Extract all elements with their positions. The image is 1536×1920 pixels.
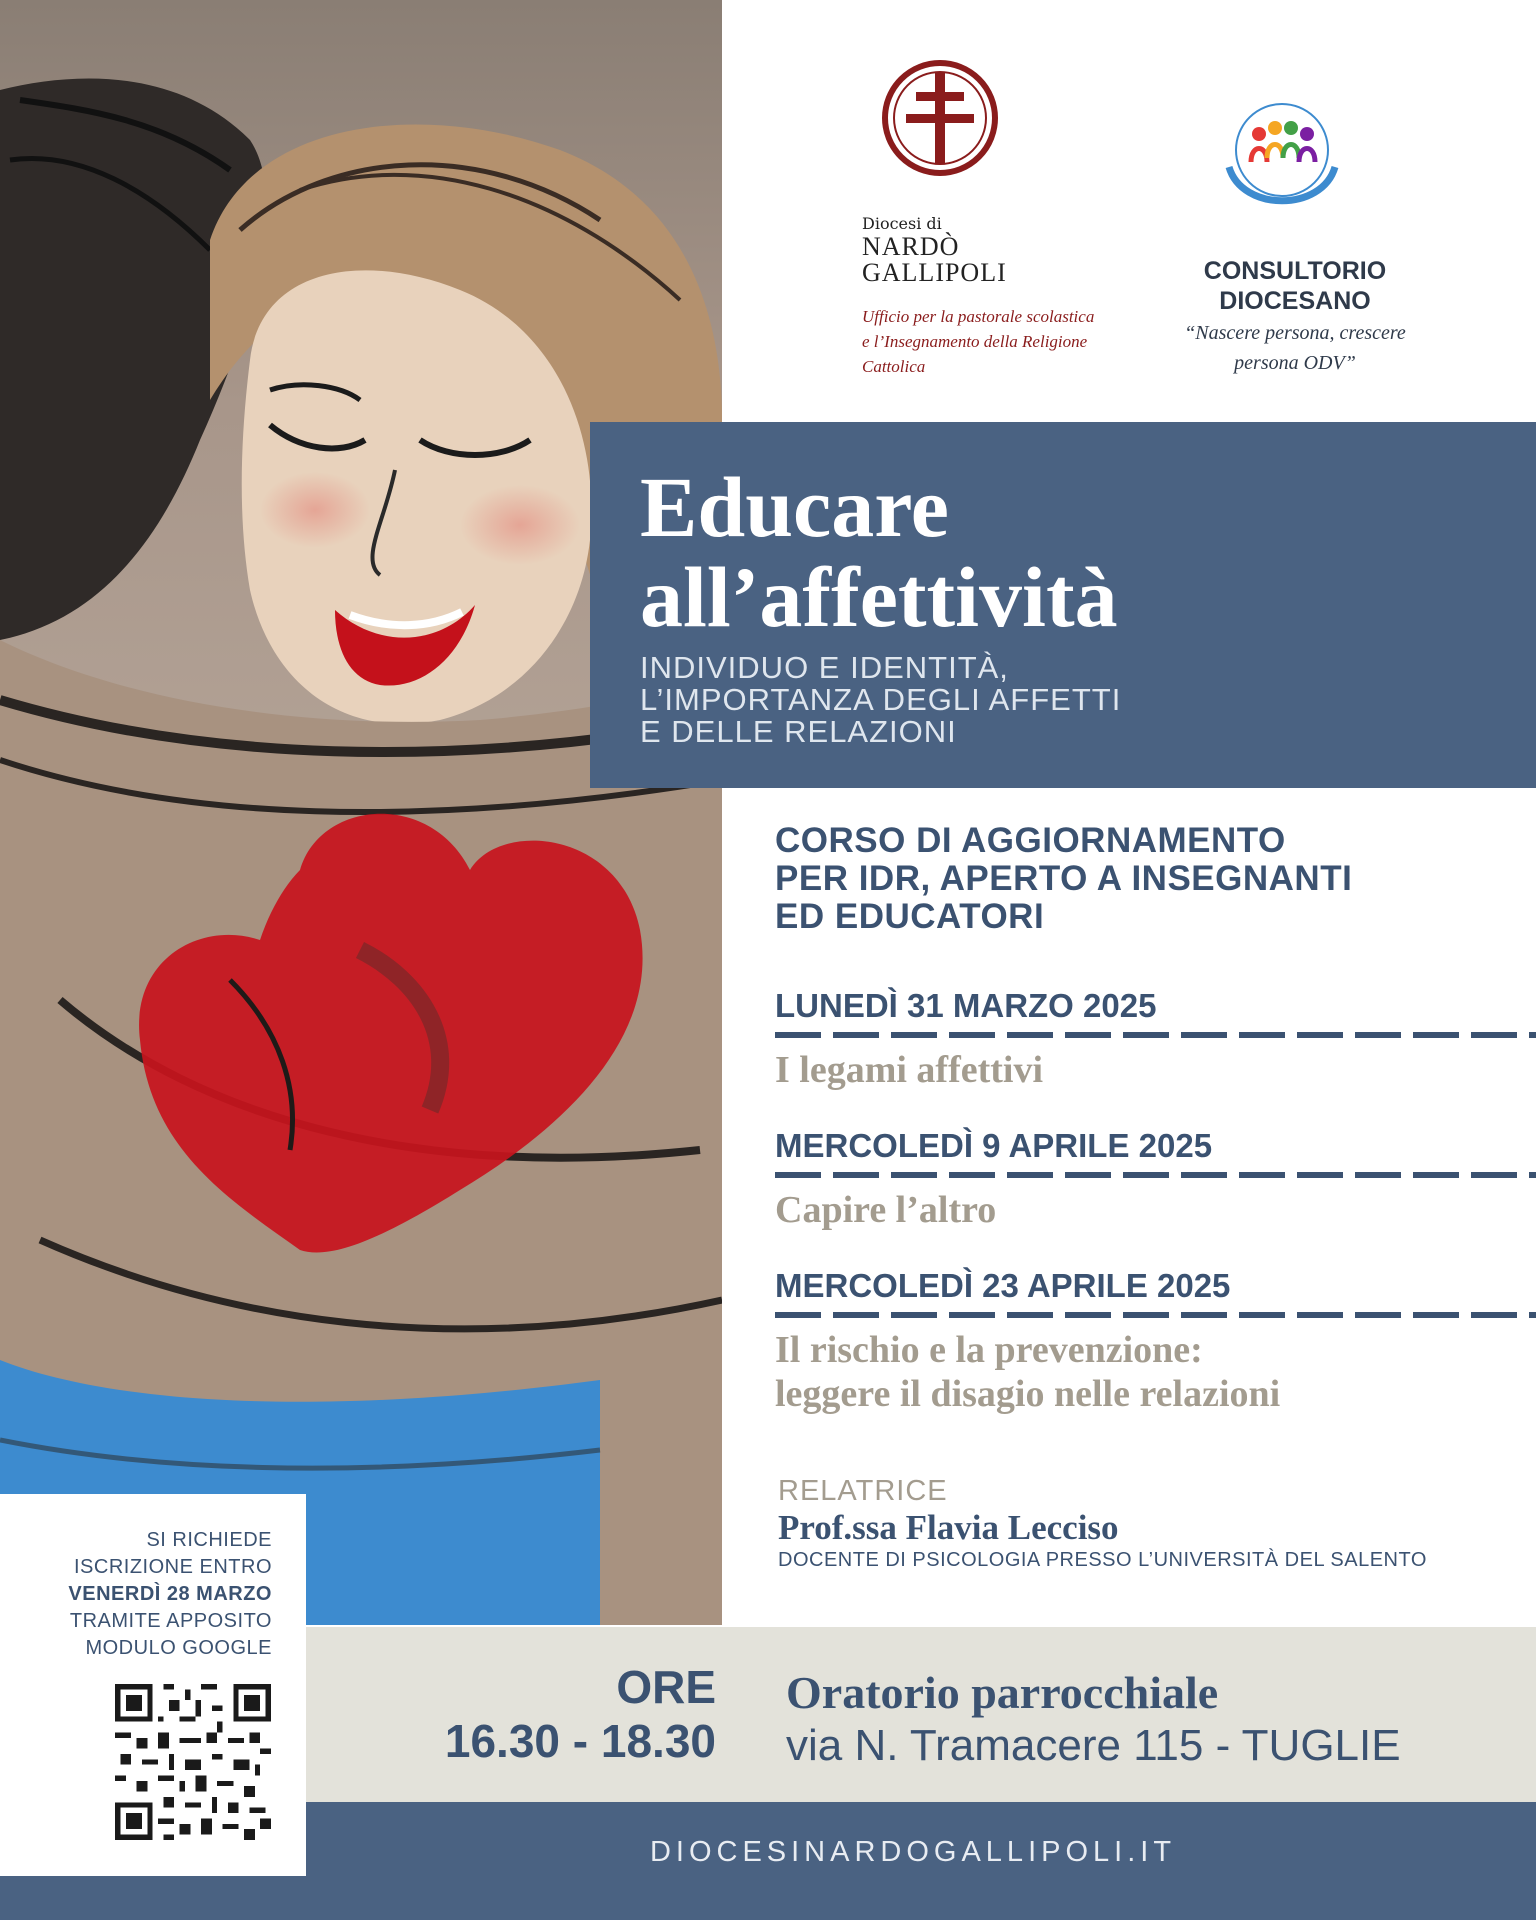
diocese-office: Ufficio per la pastorale scolastica e l’Insegnamento della Religione Cattolica	[862, 307, 1095, 376]
session-topic: I legami affettivi	[775, 1049, 1044, 1091]
session-date: MERCOLEDÌ 23 APRILE 2025	[775, 1267, 1231, 1304]
course-line3: ED EDUCATORI	[775, 897, 1045, 936]
session-2	[775, 1126, 1536, 1232]
course-description	[775, 822, 1515, 936]
diocese-label: Diocesi di	[862, 214, 942, 233]
course-line2: PER IDR, APERTO A INSEGNANTI	[775, 859, 1353, 898]
registration-line2: ISCRIZIONE ENTRO	[73, 1556, 272, 1578]
speaker-name: Prof.ssa Flavia Lecciso	[778, 1508, 1119, 1547]
event-title	[640, 459, 1520, 645]
event-title-line1: Educare	[640, 459, 949, 555]
diocese-name-line2: GALLIPOLI	[862, 258, 1007, 287]
session-1	[775, 986, 1536, 1092]
place-address: via N. Tramacere 115 - TUGLIE	[786, 1721, 1401, 1770]
diocese-name	[862, 234, 1012, 286]
dashed-divider	[775, 1032, 1536, 1038]
time-label: ORE	[616, 1661, 716, 1713]
session-topic: Capire l’altro	[775, 1189, 997, 1231]
time-place-band	[306, 1627, 1536, 1802]
session-topic-line1: Il rischio e la prevenzione:	[775, 1329, 1203, 1371]
double-cross-seal-icon	[880, 58, 1000, 178]
session-3	[775, 1266, 1536, 1416]
speaker-block	[778, 1474, 1536, 1572]
qr-code-icon[interactable]	[115, 1684, 271, 1840]
registration-line4: TRAMITE APPOSITO	[69, 1610, 272, 1632]
event-subtitle	[640, 652, 1520, 748]
place-name: Oratorio parrocchiale	[786, 1667, 1219, 1718]
event-subtitle-line2: L’IMPORTANZA DEGLI AFFETTI	[640, 682, 1122, 717]
diocese-name-line1: NARDÒ	[862, 232, 960, 261]
dashed-divider	[775, 1312, 1536, 1318]
registration-box	[0, 1494, 306, 1876]
event-subtitle-line1: INDIVIDUO E IDENTITÀ,	[640, 650, 1009, 685]
registration-deadline: VENERDÌ 28 MARZO	[68, 1583, 272, 1605]
speaker-role: DOCENTE DI PSICOLOGIA PRESSO L’UNIVERSITÀ DEL SALENTO	[778, 1549, 1427, 1571]
speaker-label: RELATRICE	[778, 1475, 948, 1507]
consultorio-title: CONSULTORIO DIOCESANO	[1203, 257, 1387, 315]
session-date: LUNEDÌ 31 MARZO 2025	[775, 987, 1157, 1024]
registration-text	[10, 1527, 272, 1662]
registration-line5: MODULO GOOGLE	[85, 1637, 272, 1659]
event-place	[786, 1667, 1526, 1773]
session-date: MERCOLEDÌ 9 APRILE 2025	[775, 1127, 1213, 1164]
embrace-illustration	[0, 0, 722, 1625]
title-band	[590, 422, 1536, 788]
consultorio-subtitle: “Nascere persona, crescere persona ODV”	[1184, 322, 1406, 374]
time-value: 16.30 - 18.30	[444, 1715, 716, 1767]
session-topic-line2: leggere il disagio nelle relazioni	[775, 1373, 1281, 1415]
people-circle-emblem-icon	[1207, 72, 1357, 222]
session-topic	[775, 1328, 1536, 1416]
event-time	[326, 1661, 716, 1769]
dashed-divider	[775, 1172, 1536, 1178]
course-line1: CORSO DI AGGIORNAMENTO	[775, 821, 1286, 860]
event-subtitle-line3: E DELLE RELAZIONI	[640, 714, 957, 749]
event-title-line2: all’affettività	[640, 549, 1118, 645]
registration-line1: SI RICHIEDE	[146, 1529, 272, 1551]
website-link[interactable]: DIOCESINARDOGALLIPOLI.IT	[649, 1836, 1177, 1868]
